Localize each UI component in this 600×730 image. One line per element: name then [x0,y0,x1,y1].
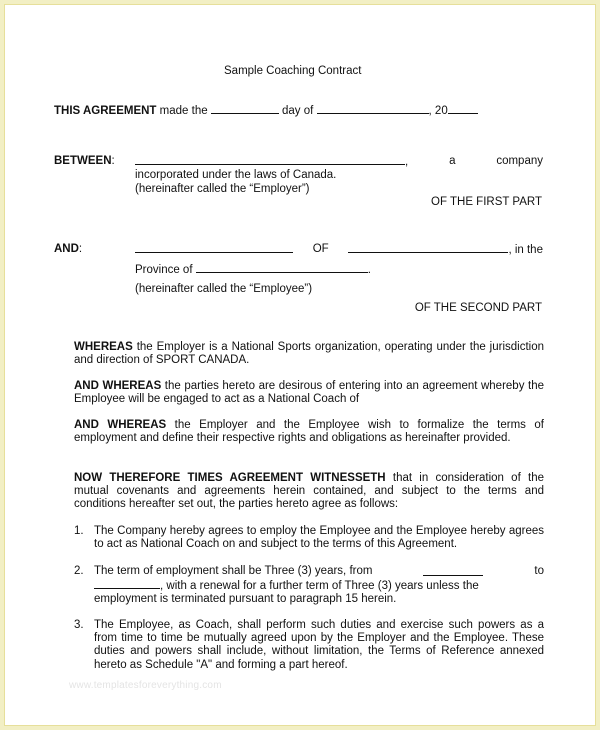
agreement-day-of: day of [282,105,314,117]
clause-2-part2: to [534,565,544,577]
between-comma: , [405,156,409,168]
watermark: www.templatesforeverything.com [69,680,222,691]
whereas-paragraph-1 [74,341,544,367]
clause-3-number: 3. [74,619,84,631]
and-of: OF [312,243,329,255]
between-company: company [496,155,543,167]
between-a: a [449,155,456,167]
therefore-lead: NOW THEREFORE TIMES AGREEMENT WITNESSETH [74,472,386,484]
clause-2-line-1 [94,565,544,578]
agreement-year-prefix: , 20 [428,105,448,117]
whereas-3-text: the Employer and the Employee wish to formalize the terms of employment and define their respective rights and obligations as hereinafter provided. [74,419,545,445]
day-blank[interactable] [211,103,279,114]
whereas-paragraph-2 [74,380,544,406]
and-label-text: AND [54,243,79,255]
therefore-text: that in consideration of the mutual covenants and agreements herein contained, and subject to the terms and conditions hereafter set out, the parties hereto agree as follows: [74,472,545,511]
month-blank[interactable] [317,103,429,114]
agreement-line [54,103,478,118]
clause-2-line-2 [94,578,544,593]
whereas-paragraph-3 [74,419,544,445]
and-hereinafter: (hereinafter called the “Employee”) [135,283,313,295]
between-label [54,154,115,168]
and-province-of: Province of [135,264,193,276]
province-blank[interactable] [196,262,368,273]
between-incorporated: incorporated under the laws of Canada. [135,169,337,181]
between-hereinafter: (hereinafter called the “Employer”) [135,183,310,195]
employer-name-blank[interactable] [135,154,405,165]
second-part-label: OF THE SECOND PART [414,302,542,314]
and-in-the: , in the [508,244,543,256]
employee-name-blank[interactable] [135,242,293,253]
term-start-blank[interactable] [423,565,483,576]
between-colon: : [111,155,115,167]
term-end-blank[interactable] [94,578,160,589]
clause-2-part1: The term of employment shall be Three (3) years, from [94,565,373,577]
whereas-2-lead: AND WHEREAS [74,380,162,392]
clause-2-part3: , with a renewal for a further term of Three (3) years unless the [160,580,479,593]
year-blank[interactable] [448,103,478,114]
document-page [4,4,596,726]
clause-2-number: 2. [74,565,84,577]
and-employee-line [135,242,543,257]
employee-city-blank[interactable] [348,242,508,253]
and-label [54,242,82,256]
clause-3-text: The Employee, as Coach, shall perform such duties and exercise such powers as a from time to time be mutually agreed upon by the Employer and the Employee. These duties and powers shall include, without limitation, the Terms of Reference annexed hereto as Schedule "A" and forming a part hereof. [94,619,544,671]
whereas-1-text: the Employer is a National Sports organization, operating under the jurisdiction and direction of SPORT CANADA. [74,341,544,367]
first-part-label: OF THE FIRST PART [431,196,542,208]
clause-1-text: The Company hereby agrees to employ the Employee and the Employee hereby agrees to act as National Coach on and subject to the terms of this Agreement. [94,525,544,551]
whereas-3-lead: AND WHEREAS [74,419,167,431]
agreement-made-the: made the [159,105,208,117]
between-label-text: BETWEEN [54,155,112,167]
and-period: . [367,264,371,276]
clause-2-line-3: employment is terminated pursuant to paragraph 15 herein. [94,593,397,606]
and-colon: : [78,243,83,255]
and-province-line [135,262,371,277]
between-employer-line [135,154,543,169]
agreement-lead: THIS AGREEMENT [54,105,157,117]
therefore-paragraph [74,472,544,512]
clause-1-number: 1. [74,525,84,537]
whereas-1-lead: WHEREAS [74,341,133,353]
clause-2-text [94,565,544,607]
whereas-2-text: the parties hereto are desirous of entering into an agreement whereby the Employee will be engaged to act as a National Coach of [74,380,544,406]
document-title: Sample Coaching Contract [224,65,362,77]
